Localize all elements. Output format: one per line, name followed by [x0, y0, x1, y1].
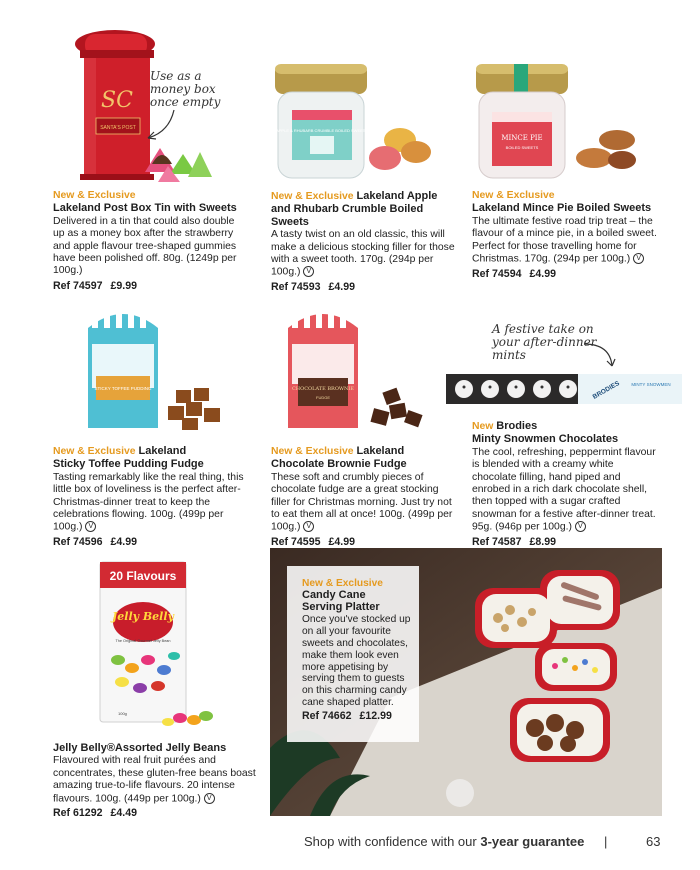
- jb-sub: The Original Gourmet Jelly Bean: [115, 639, 171, 643]
- product-name: and Rhubarb Crumble Boiled Sweets: [271, 203, 424, 228]
- product-tag: New & Exclusive: [53, 190, 136, 201]
- product-name: Lakeland Post Box Tin with Sweets: [53, 202, 237, 215]
- mince-sub: BOILED SWEETS: [505, 145, 539, 150]
- brodies-box-image: [446, 372, 682, 408]
- product-description: Delivered in a tin that could also double up as a money box after the strawberry and apple flavour tree-shaped gummies have been polished off. 80g. (1249p per 100g.): [53, 215, 237, 277]
- choc-sub: FUDGE: [316, 395, 330, 400]
- product-tag: New: [472, 421, 494, 432]
- product-tag: New & Exclusive: [472, 190, 555, 201]
- after-dinner-note: A festive take on your after-dinner mints: [492, 322, 597, 362]
- product-apple-rhubarb: [271, 190, 461, 294]
- product-description: These soft and crumbly pieces of chocolate fudge are a great stocking filler for Christmas morning. Just try not to eat them all at once! 100g. (499p per 100g.): [271, 471, 453, 533]
- product-name-inline: Brodies: [496, 420, 538, 432]
- apple-label: APPLE & RHUBARB CRUMBLE BOILED SWEETS: [276, 128, 368, 133]
- product-description: The ultimate festive road trip treat – the flavour of a mince pie, in a boiled sweet. Perfect for those travelling home for Christmas. 170g. (294p per 100g.): [472, 215, 657, 265]
- product-jelly-belly: [53, 742, 273, 820]
- vegetarian-icon: V: [575, 521, 586, 532]
- jb-flavours: 20 Flavours: [109, 569, 177, 583]
- product-name: Jelly Belly®Assorted Jelly Beans: [53, 742, 227, 754]
- product-price: £4.99: [328, 281, 355, 294]
- footer-text: Shop with confidence with our 3-year guarantee: [304, 834, 585, 849]
- choc-label: CHOCOLATE BROWNIE: [291, 386, 355, 392]
- brodies-brand: BRODIES: [591, 379, 621, 401]
- product-name-inline: Lakeland Apple: [356, 190, 438, 202]
- footer-separator: |: [604, 834, 608, 849]
- footer-guarantee: 3-year guarantee: [480, 834, 585, 849]
- page-number: 63: [646, 834, 661, 849]
- product-name-inline: Lakeland: [138, 445, 187, 457]
- mince-label: MINCE PIE: [501, 134, 543, 142]
- product-price: £4.49: [110, 807, 137, 820]
- product-sticky-toffee: [53, 445, 253, 549]
- product-price: £4.99: [328, 536, 355, 549]
- product-ref: Ref 74587: [472, 535, 522, 548]
- product-snowmen: [472, 420, 660, 548]
- product-description: Once you've stocked up on all your favourite sweets and chocolates, make them look even more appetising by serving them to guests on this charming candy cane shaped platter.: [302, 614, 411, 708]
- vegetarian-icon: V: [85, 521, 96, 532]
- product-price: £4.99: [110, 536, 137, 549]
- product-ref: Ref 74662: [302, 709, 352, 722]
- money-box-arrow-icon: [140, 108, 180, 142]
- product-description: Flavoured with real fruit purées and concentrates, these gluten-free beans boast amazing true-to-life flavours. 20 intense flavours. 100g. (449p per 100g.): [53, 755, 256, 804]
- product-price: £12.99: [359, 709, 392, 722]
- footer: [0, 834, 700, 854]
- vegetarian-icon: V: [633, 253, 644, 264]
- choc-brownie-box-image: [280, 298, 440, 438]
- jb-logo: Jelly Belly: [112, 610, 174, 623]
- toffee-label: STICKY TOFFEE PUDDING: [94, 386, 152, 391]
- product-ref: Ref 74595: [271, 536, 321, 549]
- product-tag: New & Exclusive: [53, 446, 136, 457]
- after-dinner-arrow-icon: [580, 338, 620, 368]
- product-ref: Ref 74597: [53, 279, 103, 292]
- vegetarian-icon: V: [303, 266, 314, 277]
- product-mince-pie: [472, 190, 657, 280]
- product-name: Candy Cane: [302, 588, 366, 601]
- apple-rhubarb-jar-image: [270, 58, 440, 188]
- product-name: Sticky Toffee Pudding Fudge: [53, 458, 204, 471]
- product-tag: New & Exclusive: [271, 446, 354, 457]
- product-ref: Ref 74593: [271, 281, 321, 294]
- jelly-belly-box-image: [96, 560, 226, 732]
- product-name: Chocolate Brownie Fudge: [271, 458, 407, 471]
- product-price: £8.99: [529, 535, 556, 548]
- product-name: Lakeland Mince Pie Boiled Sweets: [472, 202, 652, 215]
- money-box-note: Use as a money box once empty: [150, 69, 221, 109]
- product-name: Minty Snowmen Chocolates: [472, 433, 619, 446]
- brodies-sub: MINTY SNOWMEN: [631, 382, 671, 387]
- jb-weight: 100g: [118, 711, 127, 716]
- product-ref: Ref 61292: [53, 807, 103, 820]
- product-name-line2: Serving Platter: [302, 600, 380, 613]
- mince-pie-jar-image: [472, 58, 652, 188]
- vegetarian-icon: V: [204, 793, 215, 804]
- product-tag: New & Exclusive: [302, 578, 383, 589]
- product-description: Tasting remarkably like the real thing, this little box of loveliness is the perfect after-Christmas-dinner treat to keep the celebrations flowing. 100g. (499p per 100g.): [53, 471, 244, 533]
- product-choc-brownie: [271, 445, 457, 549]
- product-tag: New & Exclusive: [271, 191, 354, 202]
- postbox-monogram: SC: [101, 88, 133, 113]
- postbox-plate: SANTA'S POST: [100, 125, 136, 131]
- product-name-inline: Lakeland: [356, 445, 405, 457]
- sticky-toffee-box-image: [68, 298, 238, 438]
- product-price: £4.99: [529, 267, 556, 280]
- product-description: The cool, refreshing, peppermint flavour is blended with a creamy white chocolate filling, hand piped and enrobed in a rich dark chocolate shell, then topped with a sugar crafted snowman for a festive after-dinner treat. 95g. (946p per 100g.): [472, 446, 656, 533]
- product-ref: Ref 74594: [472, 267, 522, 280]
- product-description: A tasty twist on an old classic, this will make a delicious stocking filler for those with a sweet tooth. 170g. (294p per 100g.): [271, 229, 455, 278]
- product-price: £9.99: [110, 279, 137, 292]
- product-ref: Ref 74596: [53, 536, 103, 549]
- vegetarian-icon: V: [303, 521, 314, 532]
- product-post-box: [53, 190, 243, 292]
- product-candy-cane: [302, 578, 412, 723]
